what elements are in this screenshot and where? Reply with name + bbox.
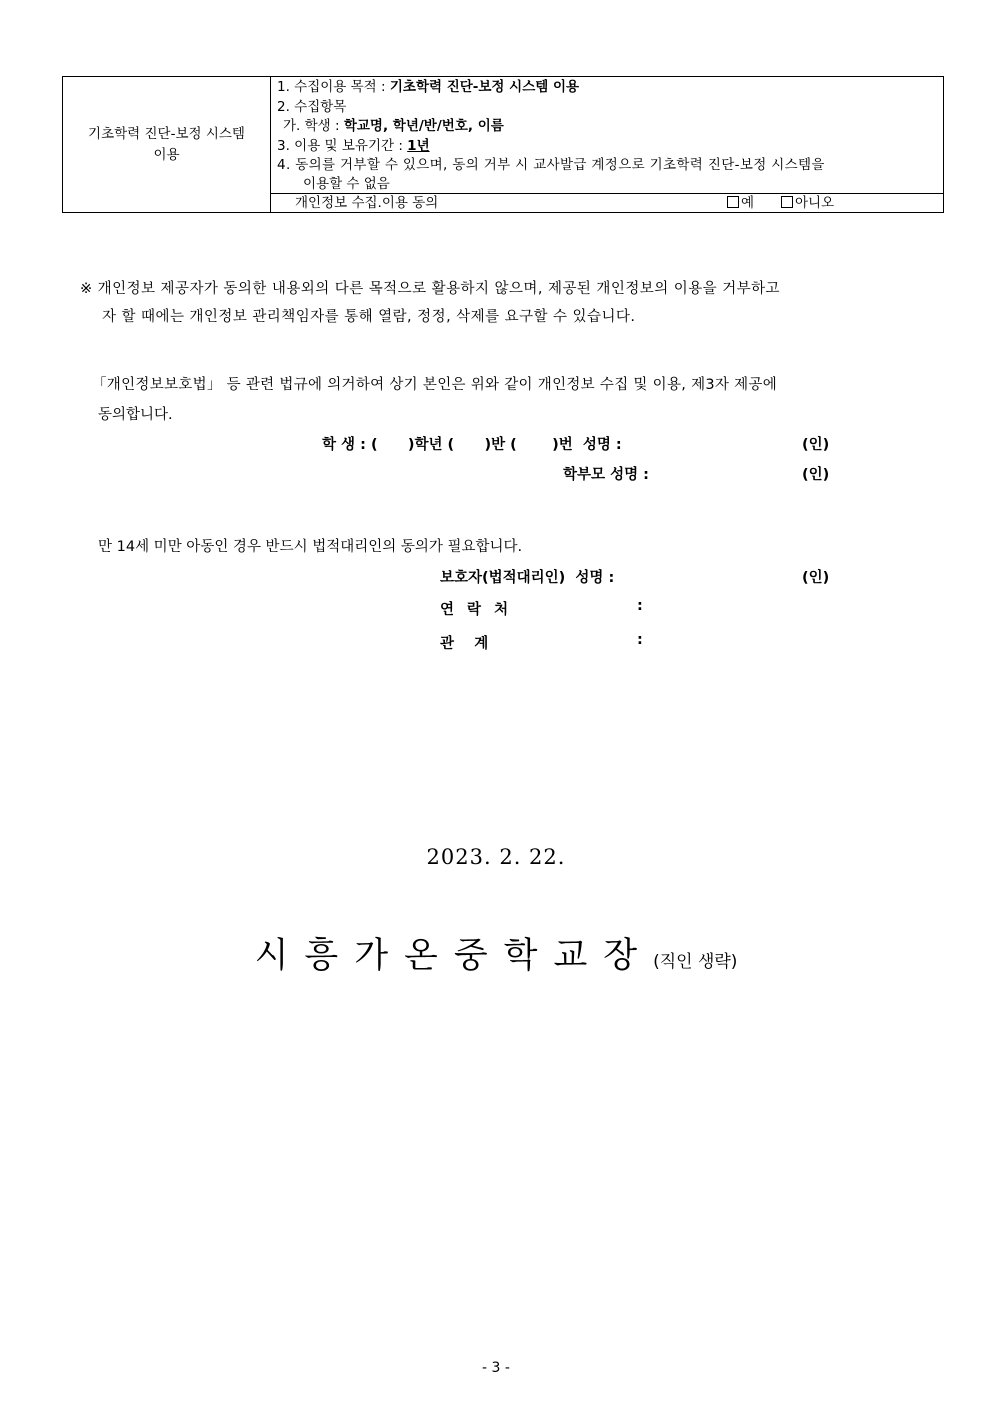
school-seal-note: (직인 생략) [653,952,738,972]
guardian-name-label: 보호자(법적대리인) 성명 : [440,570,615,586]
consent-table [62,76,944,213]
statement-line-1: 「개인정보보호법」 등 관련 법규에 의거하여 상기 본인은 위와 같이 개인정보 수집 및 이용, 제3자 제공에 [92,377,778,393]
consent-item-fields: 2. 수집항목 [277,98,347,115]
consent-items [277,78,937,192]
guardian-notice: 만 14세 미만 아동인 경우 반드시 법적대리인의 동의가 필요합니다. [98,539,523,555]
option-yes[interactable]: 예 [727,194,754,212]
checkbox-yes[interactable] [727,196,739,208]
details-cell [271,77,943,212]
document-date: 2023. 2. 22. [426,845,566,869]
agreement-label: 개인정보 수집.이용 동의 [295,195,439,211]
consent-item-refusal-cont: 이용할 수 없음 [303,175,390,192]
consent-item-period: 3. 이용 및 보유기간 : 1년 [277,137,430,154]
consent-item-purpose: 1. 수집이용 목적 : 기초학력 진단-보정 시스템 이용 [277,79,580,95]
school-signature [0,928,992,978]
student-seal: (인) [802,437,830,453]
parent-signature-line: 학부모 성명 : [563,467,649,483]
school-name: 시흥가온중학교장 [254,936,654,976]
notice-line-2: 자 할 때에는 개인정보 관리책임자를 통해 열람, 정정, 삭제를 요구할 수 있습니다. [102,309,636,325]
agreement-row [271,193,943,213]
consent-item-refusal: 4. 동의를 거부할 수 있으며, 동의 거부 시 교사발급 계정으로 기초학력 진단-보정 시스템을 [277,157,825,173]
guardian-contact-label: 연 락 처 [440,602,513,618]
statement-line-2: 동의합니다. [98,407,173,423]
student-signature-line: 학 생 : ( )학년 ( )반 ( )번 성명 : [322,437,622,453]
purpose-label: 기초학력 진단-보정 시스템 이용 [88,125,245,163]
page-number: - 3 - [482,1360,510,1376]
checkbox-no[interactable] [781,196,793,208]
guardian-relation-colon: : [637,632,643,648]
guardian-contact-colon: : [637,598,643,614]
purpose-cell [63,77,271,212]
consent-item-student: 가. 학생 : 학교명, 학년/반/번호, 이름 [283,118,504,134]
option-no[interactable]: 아니오 [781,194,834,212]
guardian-seal: (인) [802,570,830,586]
notice-line-1: ※ 개인정보 제공자가 동의한 내용외의 다른 목적으로 활용하지 않으며, 제공된 개인정보의 이용을 거부하고 [80,281,781,297]
guardian-relation-label: 관 계 [440,636,489,652]
parent-seal: (인) [802,467,830,483]
